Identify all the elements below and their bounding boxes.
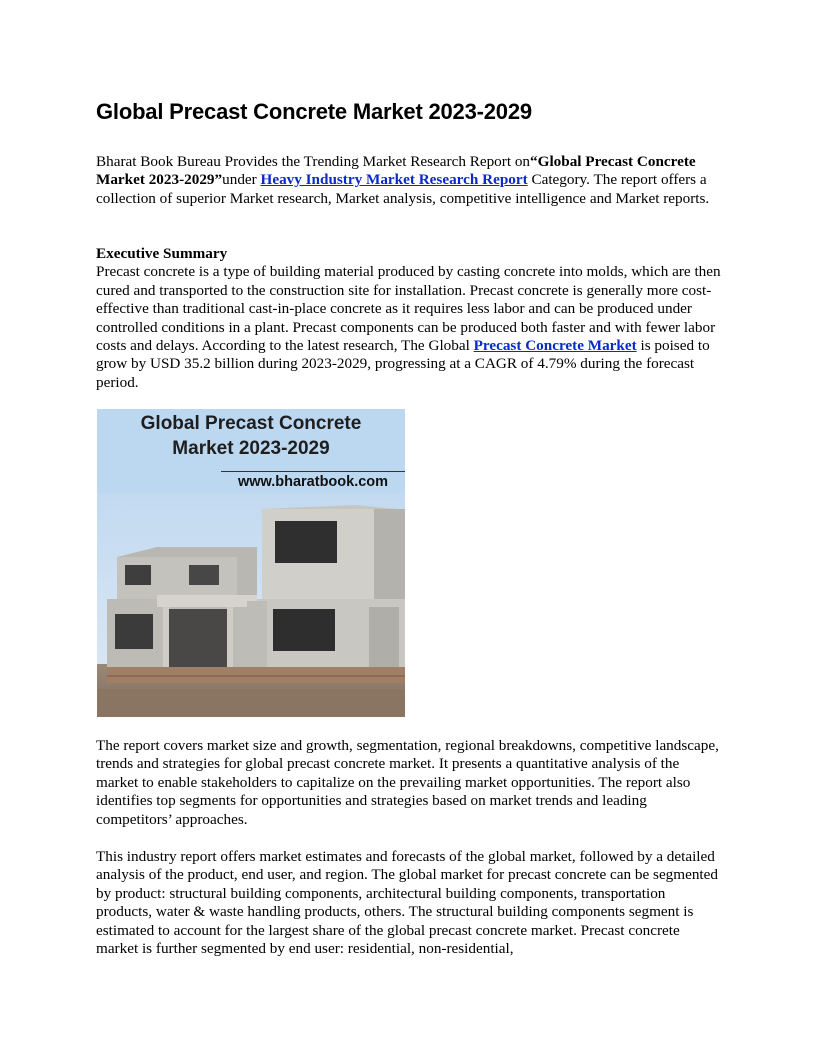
intro-text-rest: Category. The report offers a collection of superior Market research, Market analysis, competitive intelligence and Market reports. — [96, 171, 710, 207]
page-title: Global Precast Concrete Market 2023-2029 — [96, 99, 532, 124]
image-title-line1: Global Precast Concrete — [140, 413, 362, 434]
paragraph-2: The report covers market size and growth, segmentation, regional breakdowns, competitive landscape, trends and strategies for global precast concrete market. It presents a quantitative analysis of the market to enable stakeholders to capitalize on the prevailing market opportunities. The report also identifies top segments for opportunities and strategies based on market trends and leading competitors’ approaches. — [96, 737, 719, 828]
executive-summary-text: Precast concrete is a type of building material produced by casting concrete into molds, which are then cured and transported to the construction site for installation. Precast concrete is generally more cost-effective than traditional cast-in-place concrete as it requires less labor and can be produced under controlled conditions in a plant. Precast components can be produced both faster and with fewer labor costs and delays. According to the latest research, The Global — [96, 263, 721, 355]
report-title-bold: “Global Precast Concrete Market 2023-2029” — [96, 153, 696, 189]
executive-summary-heading: Executive Summary — [96, 245, 228, 262]
paragraph-3: This industry report offers market estimates and forecasts of the global market, followed by a detailed analysis of the product, end user, and region. The global market for precast concrete can be segmented by product: structural building components, architectural building components, transportation products, water & waste handling products, others. The structural building components segment is estimated to account for the largest share of the global precast concrete market. Precast concrete market is further segmented by end user: residential, non-residential, — [96, 848, 718, 958]
image-title-line2: Market 2023-2029 — [172, 438, 330, 459]
executive-summary — [96, 245, 722, 392]
image-url: www.bharatbook.com — [221, 471, 405, 490]
heavy-industry-link[interactable]: Heavy Industry Market Research Report — [260, 171, 528, 189]
executive-summary-text-rest: is poised to grow by USD 35.2 billion during 2023-2029, progressing at a CAGR of 4.79% during the forecast period. — [96, 337, 710, 391]
intro-paragraph — [96, 153, 722, 208]
report-cover-image — [97, 409, 405, 717]
precast-concrete-market-link[interactable]: Precast Concrete Market — [473, 337, 637, 355]
intro-text: Bharat Book Bureau Provides the Trending Market Research Report on — [96, 153, 531, 170]
intro-text-under: under — [222, 171, 261, 189]
